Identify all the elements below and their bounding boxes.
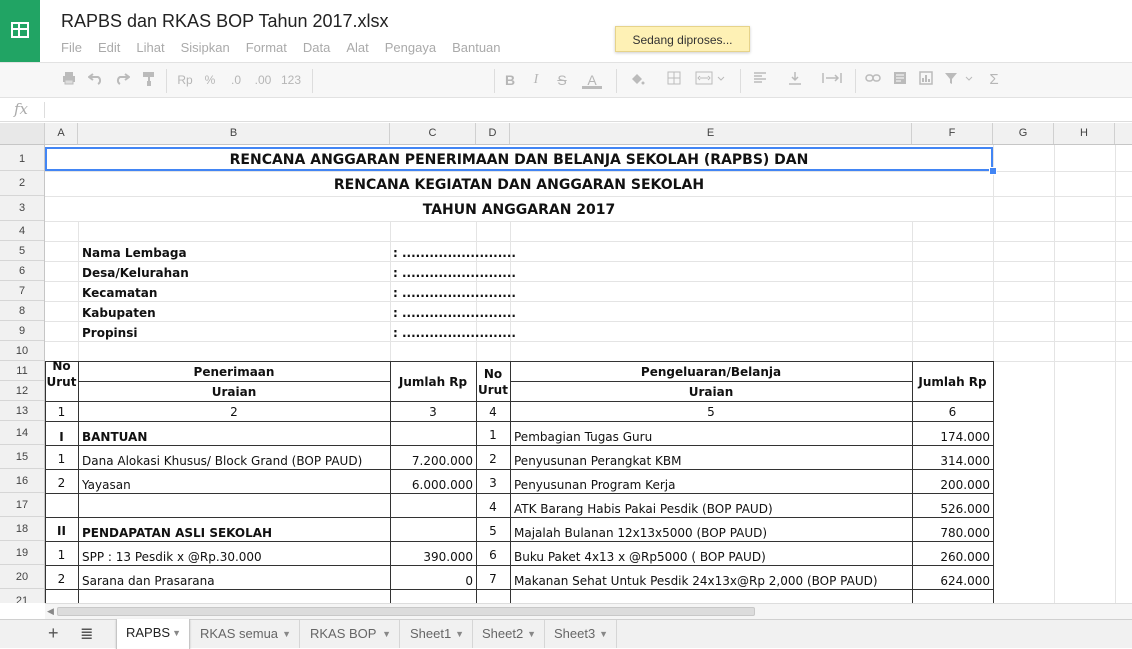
text-color-button[interactable]: A (582, 71, 602, 89)
row-no-2: 1 (489, 428, 497, 442)
header-pengeluaran: Pengeluaran/Belanja (640, 365, 782, 379)
row-header[interactable]: 3 (0, 196, 44, 221)
menu-bar (61, 40, 517, 55)
sheets-logo[interactable] (0, 0, 40, 62)
row-header[interactable]: 14 (0, 421, 44, 445)
row-header[interactable]: 10 (0, 341, 44, 361)
row-jumlah: 7.200.000 (411, 454, 473, 468)
header-no-urut-2: No (483, 367, 503, 381)
header-no-urut-2: Urut (478, 383, 508, 397)
tab-rkas-bop[interactable] (301, 620, 400, 648)
tab-menu-icon[interactable]: ▼ (172, 628, 181, 638)
row-header[interactable]: 13 (0, 401, 44, 421)
horizontal-scrollbar[interactable] (45, 603, 1132, 619)
table-border (45, 541, 993, 542)
scroll-left-icon[interactable]: ◀ (47, 606, 54, 616)
column-header-c[interactable]: C (390, 123, 476, 144)
gridline (45, 301, 1132, 302)
fill-color-icon[interactable] (628, 71, 646, 89)
row-header[interactable]: 9 (0, 321, 44, 341)
menu-data[interactable]: Data (302, 40, 331, 55)
merge-cells-icon[interactable] (694, 71, 726, 89)
row-no: 1 (57, 548, 66, 562)
column-header-a[interactable]: A (45, 123, 78, 144)
row-jumlah: 0 (465, 574, 473, 588)
row-jumlah: 390.000 (423, 550, 473, 564)
table-border (45, 361, 993, 362)
italic-button[interactable]: I (533, 72, 539, 87)
more-formats-button[interactable]: 123 (280, 73, 302, 87)
column-number: 6 (948, 405, 957, 419)
align-left-icon[interactable] (751, 71, 769, 89)
column-header-g[interactable]: G (993, 123, 1054, 144)
row-uraian: BANTUAN (82, 430, 148, 444)
column-header-b[interactable]: B (78, 123, 390, 144)
row-uraian-2: Pembagian Tugas Guru (514, 430, 653, 444)
menu-edit[interactable]: Edit (97, 40, 121, 55)
tab-label: RKAS BOP (310, 626, 377, 641)
row-header[interactable]: 20 (0, 565, 44, 589)
table-border (45, 493, 993, 494)
row-no-2: 3 (489, 476, 497, 490)
scrollbar-thumb[interactable] (57, 607, 755, 616)
gridline (45, 321, 1132, 322)
row-jumlah-2: 260.000 (940, 550, 990, 564)
formula-divider (44, 102, 45, 118)
report-title-line1: RENCANA ANGGARAN PENERIMAAN DAN BELANJA SEKOLAH (RAPBS) DAN (229, 152, 809, 168)
row-header[interactable]: 12 (0, 381, 44, 401)
header-jumlah-2: Jumlah Rp (918, 375, 987, 389)
row-jumlah: 6.000.000 (411, 478, 473, 492)
chart-icon[interactable] (917, 71, 935, 89)
text-wrap-icon[interactable] (821, 71, 843, 89)
column-header-e[interactable]: E (510, 123, 912, 144)
tab-menu-icon[interactable]: ▼ (282, 629, 291, 639)
menu-format[interactable]: Format (245, 40, 287, 55)
row-headers (0, 145, 45, 603)
row-header[interactable]: 4 (0, 221, 44, 241)
table-border (45, 517, 993, 518)
info-value: : ......................... (393, 306, 516, 320)
column-number: 1 (57, 405, 66, 419)
bold-button[interactable]: B (504, 72, 516, 88)
status-toast: Sedang diproses... (615, 26, 750, 52)
info-value: : ......................... (393, 246, 516, 260)
column-header-h[interactable]: H (1054, 123, 1115, 144)
undo-icon[interactable] (87, 71, 105, 89)
row-jumlah-2: 780.000 (940, 526, 990, 540)
table-border (510, 381, 912, 382)
row-header[interactable]: 8 (0, 301, 44, 321)
fill-handle[interactable] (989, 167, 997, 175)
borders-icon[interactable] (665, 71, 683, 89)
table-border (78, 381, 390, 382)
redo-icon[interactable] (113, 71, 131, 89)
report-title-line2: RENCANA KEGIATAN DAN ANGGARAN SEKOLAH (333, 177, 705, 193)
header-no-urut: Urut (46, 375, 77, 389)
gridline (390, 221, 391, 361)
currency-button[interactable]: Rp (177, 73, 193, 87)
toolbar-divider (494, 69, 495, 93)
spreadsheet-icon (11, 22, 29, 38)
column-number: 4 (489, 405, 497, 419)
menu-addons[interactable]: Pengaya (384, 40, 437, 55)
gridline (45, 281, 1132, 282)
info-value: : ......................... (393, 286, 516, 300)
tab-rapbs[interactable] (116, 619, 190, 649)
column-header-d[interactable]: D (476, 123, 510, 144)
table-border (45, 401, 993, 402)
row-jumlah-2: 174.000 (940, 430, 990, 444)
add-sheet-icon[interactable]: + (48, 623, 59, 643)
tab-label: Sheet3 (554, 626, 596, 641)
row-no-2: 2 (489, 452, 497, 466)
row-uraian: SPP : 13 Pesdik x @Rp.30.000 (82, 550, 262, 564)
row-header[interactable]: 18 (0, 517, 44, 541)
info-value: : ......................... (393, 326, 516, 340)
row-no-2: 5 (489, 524, 497, 538)
row-jumlah-2: 624.000 (940, 574, 990, 588)
row-header[interactable]: 7 (0, 281, 44, 301)
row-header[interactable]: 1 (0, 147, 44, 171)
sheet-tab-bar (0, 619, 1132, 648)
menu-tools[interactable]: Alat (346, 40, 369, 55)
column-number: 5 (707, 405, 715, 419)
print-icon[interactable] (60, 71, 78, 89)
header-jumlah: Jumlah Rp (398, 375, 468, 389)
row-jumlah-2: 526.000 (940, 502, 990, 516)
info-label: Nama Lembaga (82, 246, 187, 260)
header-penerimaan: Penerimaan (193, 365, 275, 379)
row-header[interactable]: 11 (0, 361, 44, 381)
gridline (1054, 145, 1055, 603)
column-number: 2 (230, 405, 238, 419)
tab-menu-icon[interactable]: ▼ (455, 629, 464, 639)
row-header[interactable]: 2 (0, 171, 44, 196)
toolbar-divider (740, 69, 741, 93)
tab-sheet2[interactable] (473, 620, 545, 648)
row-uraian-2: Makanan Sehat Untuk Pesdik 24x13x@Rp 2,000 (BOP PAUD) (514, 574, 878, 588)
gridline (45, 241, 1132, 242)
info-label: Desa/Kelurahan (82, 266, 189, 280)
row-header[interactable]: 16 (0, 469, 44, 493)
comment-icon[interactable] (891, 71, 909, 89)
info-value: : ......................... (393, 266, 516, 280)
link-icon[interactable] (864, 71, 882, 89)
row-jumlah-2: 314.000 (940, 454, 990, 468)
increase-decimal-button[interactable]: .00 (254, 73, 272, 87)
row-uraian-2: ATK Barang Habis Pakai Pesdik (BOP PAUD) (514, 502, 773, 516)
toolbar-divider (166, 69, 167, 93)
filter-icon[interactable] (943, 71, 975, 89)
gridline (45, 171, 1132, 172)
toolbar-divider (312, 69, 313, 93)
report-title-line3: TAHUN ANGGARAN 2017 (422, 202, 616, 218)
select-all-corner[interactable] (0, 123, 45, 144)
row-header[interactable]: 15 (0, 445, 44, 469)
table-border (45, 445, 993, 446)
row-no: 1 (57, 452, 66, 466)
row-header[interactable]: 6 (0, 261, 44, 281)
tab-menu-icon[interactable]: ▼ (382, 629, 391, 639)
fx-icon: fx (14, 100, 29, 118)
tab-sheet3[interactable] (545, 620, 617, 648)
row-no: 2 (57, 476, 66, 490)
tab-label: RAPBS (126, 625, 171, 640)
gridline (1115, 145, 1116, 603)
table-border (45, 421, 993, 422)
strikethrough-button[interactable]: S (557, 72, 567, 88)
row-uraian-2: Penyusunan Program Kerja (514, 478, 676, 492)
menu-help[interactable]: Bantuan (452, 40, 501, 55)
document-title[interactable]: RAPBS dan RKAS BOP Tahun 2017.xlsx (61, 11, 389, 31)
row-no: I (59, 430, 64, 444)
table-border (45, 589, 993, 590)
info-label: Kecamatan (82, 286, 158, 300)
tab-sheet1[interactable] (401, 620, 473, 648)
decrease-decimal-button[interactable]: .0 (230, 73, 241, 87)
menu-insert[interactable]: Sisipkan (180, 40, 230, 55)
table-border (45, 565, 993, 566)
row-uraian-2: Majalah Bulanan 12x13x5000 (BOP PAUD) (514, 526, 768, 540)
table-border (45, 469, 993, 470)
formula-input[interactable] (52, 102, 1122, 118)
row-no-2: 6 (489, 548, 497, 562)
info-label: Propinsi (82, 326, 138, 340)
cell-grid[interactable] (45, 145, 1132, 603)
tab-menu-icon[interactable]: ▼ (599, 629, 608, 639)
row-jumlah-2: 200.000 (940, 478, 990, 492)
header-uraian-2: Uraian (688, 385, 734, 399)
row-header[interactable]: 21 (0, 589, 44, 603)
menu-view[interactable]: Lihat (136, 40, 165, 55)
vertical-align-icon[interactable] (786, 71, 804, 89)
all-sheets-icon[interactable]: ≣ (80, 626, 94, 643)
paint-format-icon[interactable] (140, 71, 158, 89)
gridline (912, 221, 913, 361)
info-label: Kabupaten (82, 306, 156, 320)
tab-label: RKAS semua (200, 626, 279, 641)
row-no: II (57, 524, 66, 538)
column-header-f[interactable]: F (912, 123, 993, 144)
gridline (45, 221, 1132, 222)
percent-button[interactable]: % (204, 73, 216, 87)
row-header[interactable]: 19 (0, 541, 44, 565)
row-uraian-2: Penyusunan Perangkat KBM (514, 454, 682, 468)
column-number: 3 (429, 405, 437, 419)
tab-label: Sheet2 (482, 626, 524, 641)
gridline (45, 341, 1132, 342)
formula-bar (0, 98, 1132, 122)
gridline (78, 221, 79, 361)
row-no-2: 4 (489, 500, 497, 514)
tab-menu-icon[interactable]: ▼ (527, 629, 536, 639)
toolbar-divider (855, 69, 856, 93)
row-header[interactable]: 17 (0, 493, 44, 517)
row-header[interactable]: 5 (0, 241, 44, 261)
row-uraian-2: Buku Paket 4x13 x @Rp5000 ( BOP PAUD) (514, 550, 766, 564)
gridline (45, 261, 1132, 262)
row-uraian: Yayasan (82, 478, 131, 492)
tab-rkas-semua[interactable] (191, 620, 300, 648)
functions-button[interactable]: Σ (989, 71, 999, 88)
row-no-2: 7 (489, 572, 497, 586)
tab-label: Sheet1 (410, 626, 452, 641)
toolbar (0, 62, 1132, 98)
header-uraian: Uraian (211, 385, 257, 399)
column-headers (0, 123, 1132, 145)
row-uraian: Dana Alokasi Khusus/ Block Grand (BOP PAUD) (82, 454, 363, 468)
menu-file[interactable]: File (61, 40, 82, 55)
row-no: 2 (57, 572, 66, 586)
toolbar-divider (616, 69, 617, 93)
header-no-urut: No (52, 359, 71, 373)
gridline (45, 196, 1132, 197)
selected-range[interactable] (45, 147, 993, 171)
row-uraian: Sarana dan Prasarana (82, 574, 215, 588)
table-border (993, 361, 994, 603)
row-uraian: PENDAPATAN ASLI SEKOLAH (82, 526, 273, 540)
